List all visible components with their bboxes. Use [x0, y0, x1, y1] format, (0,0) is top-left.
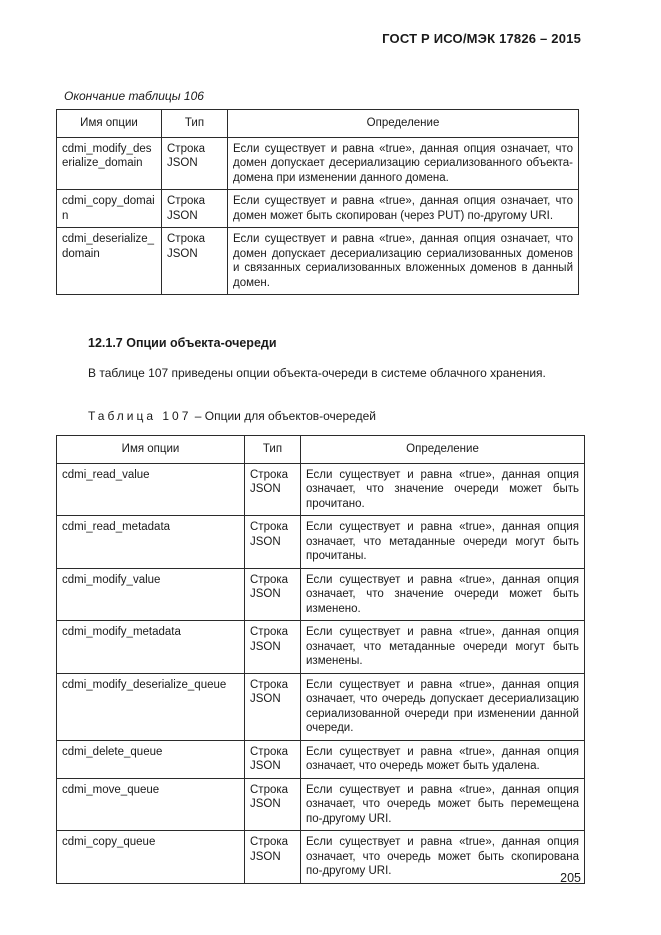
option-type: Строка JSON: [245, 568, 301, 621]
table-106-caption: Окончание таблицы 106: [64, 89, 204, 103]
option-definition: Если существует и равна «true», данная опция означает, что домен может быть скопирован (через PUT) по-другому URI.: [228, 190, 579, 228]
option-name: cdmi_copy_domain: [57, 190, 162, 228]
option-definition: Если существует и равна «true», данная опция означает, что очередь может быть удалена.: [301, 740, 585, 778]
standard-header: ГОСТ Р ИСО/МЭК 17826 – 2015: [382, 31, 581, 46]
option-name: cdmi_modify_deserialize_domain: [57, 137, 162, 190]
option-name: cdmi_deserialize_domain: [57, 228, 162, 295]
table-row: [57, 137, 579, 190]
table-row: [57, 516, 585, 569]
option-type: Строка JSON: [245, 778, 301, 831]
option-name: cdmi_read_metadata: [57, 516, 245, 569]
option-type: Строка JSON: [162, 190, 228, 228]
table-row: [57, 190, 579, 228]
table-header-row: [57, 110, 579, 138]
table-row: [57, 778, 585, 831]
table-row: [57, 621, 585, 674]
table-107: [56, 435, 585, 884]
option-definition: Если существует и равна «true», данная опция означает, что домен допускает десериализацию сериализованных доменов и связанных сериализованных вложенных доменов в данный домен.: [228, 228, 579, 295]
option-definition: Если существует и равна «true», данная опция означает, что очередь может быть скопирована по-другому URI.: [301, 831, 585, 884]
option-name: cdmi_read_value: [57, 463, 245, 516]
table-row: [57, 228, 579, 295]
table-row: [57, 831, 585, 884]
option-type: Строка JSON: [245, 463, 301, 516]
table-row: [57, 740, 585, 778]
column-header-name: Имя опции: [57, 436, 245, 464]
column-header-type: Тип: [162, 110, 228, 138]
option-name: cdmi_delete_queue: [57, 740, 245, 778]
table-row: [57, 463, 585, 516]
column-header-definition: Определение: [301, 436, 585, 464]
option-definition: Если существует и равна «true», данная опция означает, что значение очереди может быть прочитано.: [301, 463, 585, 516]
option-name: cdmi_modify_deserialize_queue: [57, 673, 245, 740]
option-type: Строка JSON: [245, 831, 301, 884]
page-number: 205: [560, 871, 581, 885]
column-header-name: Имя опции: [57, 110, 162, 138]
table-row: [57, 568, 585, 621]
table-107-title-text: – Опции для объектов-очередей: [191, 409, 376, 423]
table-106: [56, 109, 579, 295]
table-107-title: [88, 409, 376, 423]
option-name: cdmi_modify_value: [57, 568, 245, 621]
column-header-type: Тип: [245, 436, 301, 464]
option-definition: Если существует и равна «true», данная опция означает, что домен допускает десериализацию сериализованного объекта-домена при изменении данного домена.: [228, 137, 579, 190]
option-definition: Если существует и равна «true», данная опция означает, что значение очереди может быть изменено.: [301, 568, 585, 621]
table-row: [57, 673, 585, 740]
table-107-title-label: Таблица 107: [88, 409, 192, 423]
option-type: Строка JSON: [162, 228, 228, 295]
option-name: cdmi_copy_queue: [57, 831, 245, 884]
option-definition: Если существует и равна «true», данная опция означает, что очередь может быть перемещена по-другому URI.: [301, 778, 585, 831]
option-name: cdmi_move_queue: [57, 778, 245, 831]
option-definition: Если существует и равна «true», данная опция означает, что метаданные очереди могут быть прочитаны.: [301, 516, 585, 569]
column-header-definition: Определение: [228, 110, 579, 138]
option-type: Строка JSON: [245, 621, 301, 674]
option-name: cdmi_modify_metadata: [57, 621, 245, 674]
section-paragraph: В таблице 107 приведены опции объекта-очереди в системе облачного хранения.: [88, 366, 546, 380]
section-heading: 12.1.7 Опции объекта-очереди: [88, 336, 277, 350]
option-type: Строка JSON: [245, 516, 301, 569]
option-type: Строка JSON: [245, 673, 301, 740]
option-type: Строка JSON: [245, 740, 301, 778]
option-definition: Если существует и равна «true», данная опция означает, что метаданные очереди могут быть изменены.: [301, 621, 585, 674]
option-type: Строка JSON: [162, 137, 228, 190]
table-header-row: [57, 436, 585, 464]
option-definition: Если существует и равна «true», данная опция означает, что очередь допускает десериализацию сериализованной очереди при изменении данной очереди.: [301, 673, 585, 740]
